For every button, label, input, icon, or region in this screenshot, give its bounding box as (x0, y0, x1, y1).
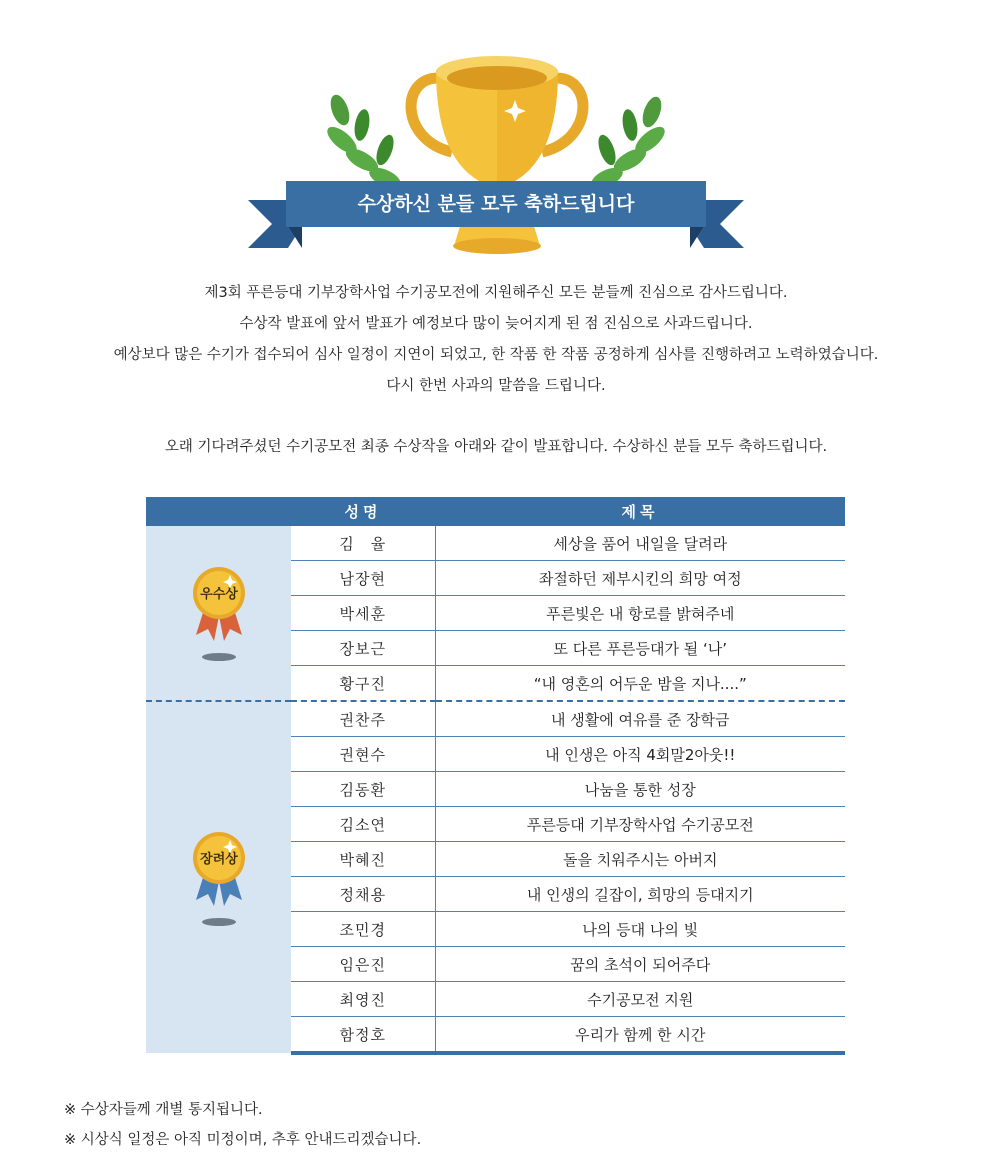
winner-name: 남장현 (291, 561, 435, 596)
winner-name: 임은진 (291, 947, 435, 982)
announcement-line: 오래 기다려주셨던 수기공모전 최종 수상작을 아래와 같이 발표합니다. 수상하신 분들 모두 축하드립니다. (164, 439, 828, 455)
header-award (146, 497, 291, 526)
intro-line: 예상보다 많은 수기가 접수되어 심사 일정이 지연이 되었고, 한 작품 한 작품 공정하게 심사를 진행하려고 노력하였습니다. (113, 347, 879, 363)
award-cell (146, 526, 291, 701)
footnote: ※ 수상자들께 개별 통지됩니다. (64, 1102, 263, 1118)
winner-name: 김동환 (291, 772, 435, 807)
table-row (146, 526, 845, 561)
entry-title: 세상을 품어 내일을 달려라 (435, 526, 845, 561)
winner-name: 권현수 (291, 737, 435, 772)
laurel-right-icon (588, 94, 669, 192)
winner-name: 조민경 (291, 912, 435, 947)
winner-name: 황구진 (291, 666, 435, 702)
winner-name: 함정호 (291, 1017, 435, 1054)
entry-title: 푸른등대 기부장학사업 수기공모전 (435, 807, 845, 842)
footnotes (64, 1095, 421, 1155)
footnote: ※ 시상식 일정은 아직 미정이며, 추후 안내드리겠습니다. (64, 1132, 422, 1148)
header-name: 성명 (291, 497, 435, 526)
intro-line: 다시 한번 사과의 말씀을 드립니다. (386, 378, 606, 394)
entry-title: 우리가 함께 한 시간 (435, 1017, 845, 1054)
winner-name: 최영진 (291, 982, 435, 1017)
entry-title: 내 인생은 아직 4회말2아웃!! (435, 737, 845, 772)
header-title: 제목 (435, 497, 845, 526)
medal-icon (184, 563, 254, 663)
table-header-row (146, 497, 845, 526)
entry-title: 꿈의 초석이 되어주다 (435, 947, 845, 982)
entry-title: “내 영혼의 어두운 밤을 지나....” (435, 666, 845, 702)
winner-name: 김 율 (291, 526, 435, 561)
intro-text (0, 278, 992, 463)
entry-title: 돌을 치워주시는 아버지 (435, 842, 845, 877)
entry-title: 또 다른 푸른등대가 될 ‘나’ (435, 631, 845, 666)
award-label: 장려상 (199, 851, 238, 867)
entry-title: 푸른빛은 내 항로를 밝혀주네 (435, 596, 845, 631)
intro-line: 제3회 푸른등대 기부장학사업 수기공모전에 지원해주신 모든 분들께 진심으로 감사드립니다. (204, 285, 788, 301)
winner-name: 김소연 (291, 807, 435, 842)
entry-title: 내 생활에 여유를 준 장학금 (435, 701, 845, 737)
award-cell (146, 701, 291, 1053)
award-label: 우수상 (199, 587, 238, 602)
entry-title: 수기공모전 지원 (435, 982, 845, 1017)
table-row (146, 701, 845, 737)
winner-name: 권찬주 (291, 701, 435, 737)
award-table-body (146, 526, 845, 1053)
winner-name: 정채용 (291, 877, 435, 912)
winner-name: 박혜진 (291, 842, 435, 877)
entry-title: 내 인생의 길잡이, 희망의 등대지기 (435, 877, 845, 912)
banner-title: 수상하신 분들 모두 축하드립니다 (357, 193, 635, 215)
medal-icon (184, 828, 254, 928)
intro-line: 수상작 발표에 앞서 발표가 예정보다 많이 늦어지게 된 점 진심으로 사과드립니다. (239, 316, 753, 332)
entry-title: 좌절하던 제부시킨의 희망 여정 (435, 561, 845, 596)
trophy-banner (0, 0, 992, 270)
award-table (146, 497, 845, 1055)
entry-title: 나의 등대 나의 빛 (435, 912, 845, 947)
entry-title: 나눔을 통한 성장 (435, 772, 845, 807)
winner-name: 박세훈 (291, 596, 435, 631)
winner-name: 장보근 (291, 631, 435, 666)
laurel-left-icon (323, 92, 404, 192)
